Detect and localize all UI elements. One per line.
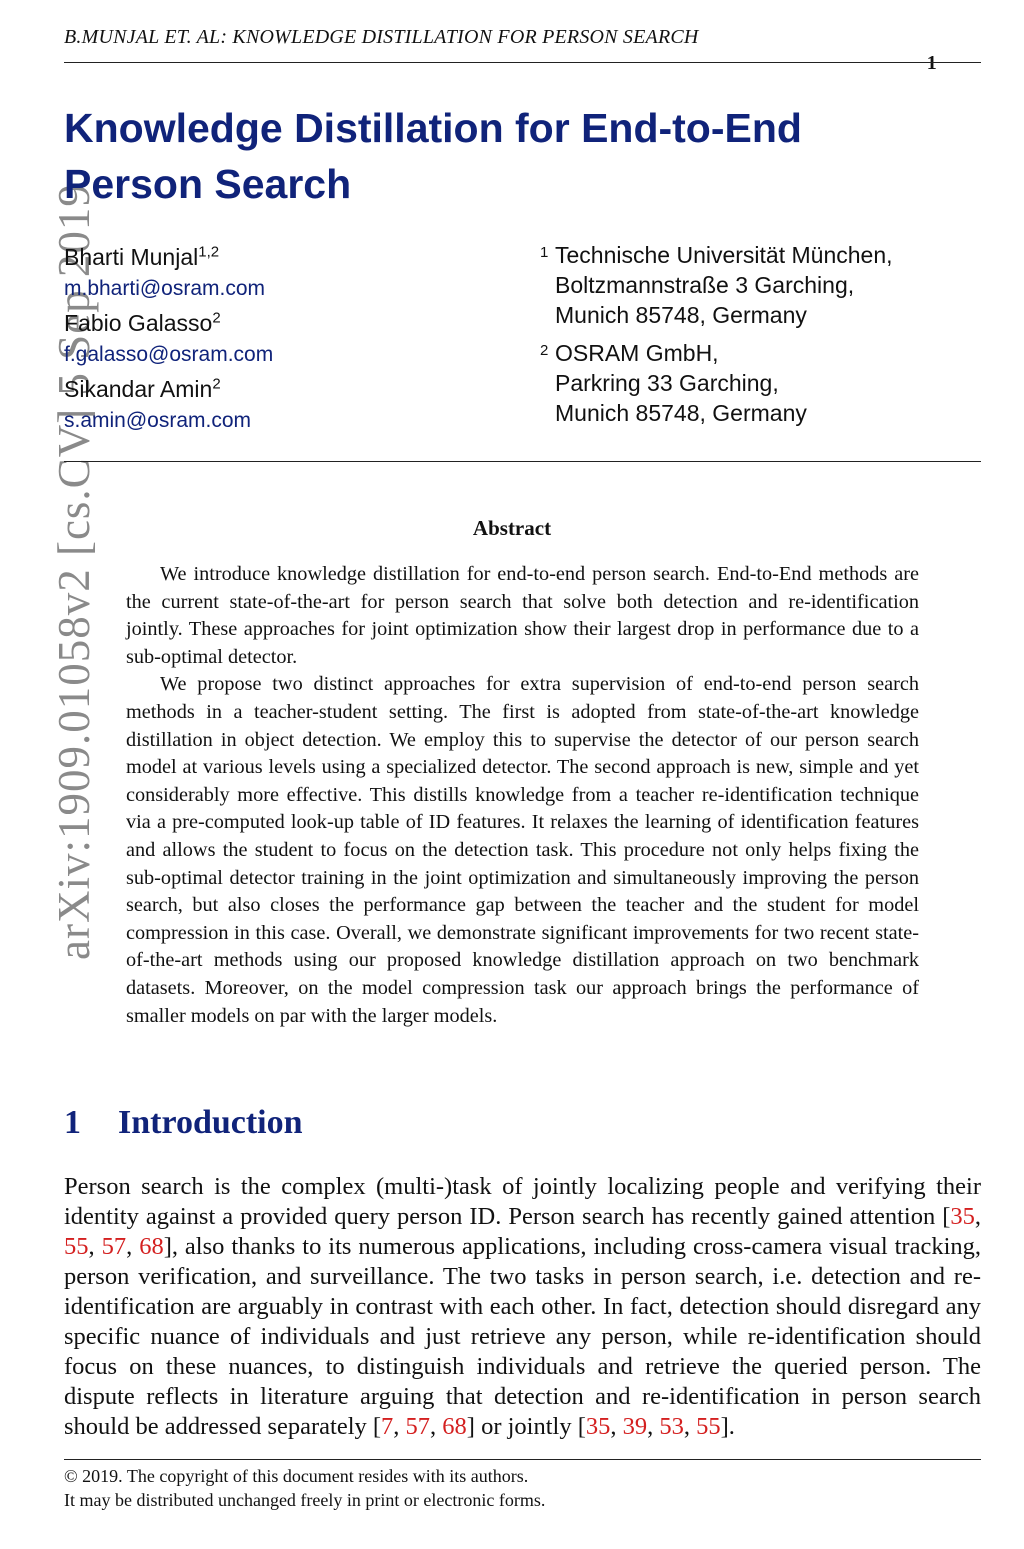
citation-link[interactable]: 35 [950,1203,975,1230]
footnote-line: It may be distributed unchanged freely in print or electronic forms. [64,1490,546,1510]
page-number: 1 [926,52,937,74]
citation-link[interactable]: 39 [622,1413,648,1440]
citation-link[interactable]: 68 [442,1413,467,1440]
abstract-paragraph: We propose two distinct approaches for extra supervision of end-to-end person search methods in a teacher-student setting. The first is adopted from state-of-the-art knowledge distillation in object detection. We employ this to supervise the detector of our person search model at various levels using a specialized detector. The second approach is new, simple and yet considerably more effective. This distills knowledge from a teacher re-identification technique via a pre-computed look-up table of ID features. It relaxes the learning of identification features and allows the student to focus on the detection task. This procedure not only helps fixing the sub-optimal detector training in the joint optimization and simultaneously improving the person search, but also closes the performance gap between the teacher and the student for model compression in this case. Overall, we demonstrate significant improvements for two recent state-of-the-art methods using our proposed knowledge distillation approach on two benchmark datasets. Moreover, on the model compression task our approach brings the performance of smaller models on par with the larger models. [126,673,919,1027]
abstract-body [126,561,919,1030]
arxiv-stamp: arXiv:1909.01058v2 [cs.CV] 5 Sep 2019 [49,183,99,960]
section-number: 1 [64,1104,81,1141]
running-header [64,26,981,74]
author-name: Fabio Galasso$^2$ [64,309,221,336]
citation-link[interactable]: 68 [139,1233,164,1260]
abstract-paragraph: We introduce knowledge distillation for end-to-end person search. End-to-End methods are the current state-of-the-art for person search that solve both detection and re-identification jointly. These approaches for joint optimization show their largest drop in performance due to a sub-optimal detector. [126,563,919,668]
author-name: Bharti Munjal$^{1,2}$ [64,243,220,270]
affiliation-list [540,240,980,436]
affiliation: 2 OSRAM GmbH, Parkring 33 Garching, Munich 85748, Germany [540,340,807,426]
title-line-2: Person Search [64,161,352,207]
citation-link[interactable]: 55 [64,1233,89,1260]
citation-link[interactable]: 7 [381,1413,394,1440]
author-email-link[interactable]: m.bharti@osram.com [64,277,266,300]
section-title: Introduction [118,1104,303,1141]
running-title: B.MUNJAL ET. AL: KNOWLEDGE DISTILLATION FOR PERSON SEARCH [64,26,699,48]
footnote-line: © 2019. The copyright of this document resides with its authors. [64,1466,529,1486]
title-block-rule [64,461,981,462]
intro-paragraph: Person search is the complex (multi-)task of jointly localizing people and verifying their identity against a provided query person ID. Person search has recently gained attention [35, 55, 57, 68], also thanks to its numerous applications, including cross-camera visual tracking, person verification, and surveillance. The two tasks in person search, i.e. detection and re-identification are arguably in contrast with each other. In fact, detection should disregard any specific nuance of individuals and just retrieve any person, while re-identification should focus on these nuances, to distinguish individuals and retrieve the queried person. The dispute reflects in literature arguing that detection and re-identification in person search should be addressed separately [7, 57, 68] or jointly [35, 39, 53, 55]. [64,1173,982,1440]
section-heading [64,1104,303,1142]
author-name: Sikandar Amin$^2$ [64,375,221,402]
citation-link[interactable]: 53 [659,1413,684,1440]
header-rule [64,62,981,63]
author-list [64,240,484,438]
title-line-1: Knowledge Distillation for End-to-End [64,105,802,151]
citation-link[interactable]: 57 [101,1233,127,1260]
paper-title [64,100,964,212]
citation-link[interactable]: 55 [696,1413,721,1440]
abstract-heading: Abstract [472,516,552,540]
copyright-footnote [64,1464,981,1512]
author-email-link[interactable]: s.amin@osram.com [64,409,252,432]
author-email-link[interactable]: f.galasso@osram.com [64,343,274,366]
citation-link[interactable]: 35 [585,1413,611,1440]
citation-link[interactable]: 57 [405,1413,431,1440]
affiliation: 1 Technische Universität München, Boltzmannstraße 3 Garching, Munich 85748, Germany [540,242,893,328]
footnote-rule [64,1459,981,1460]
